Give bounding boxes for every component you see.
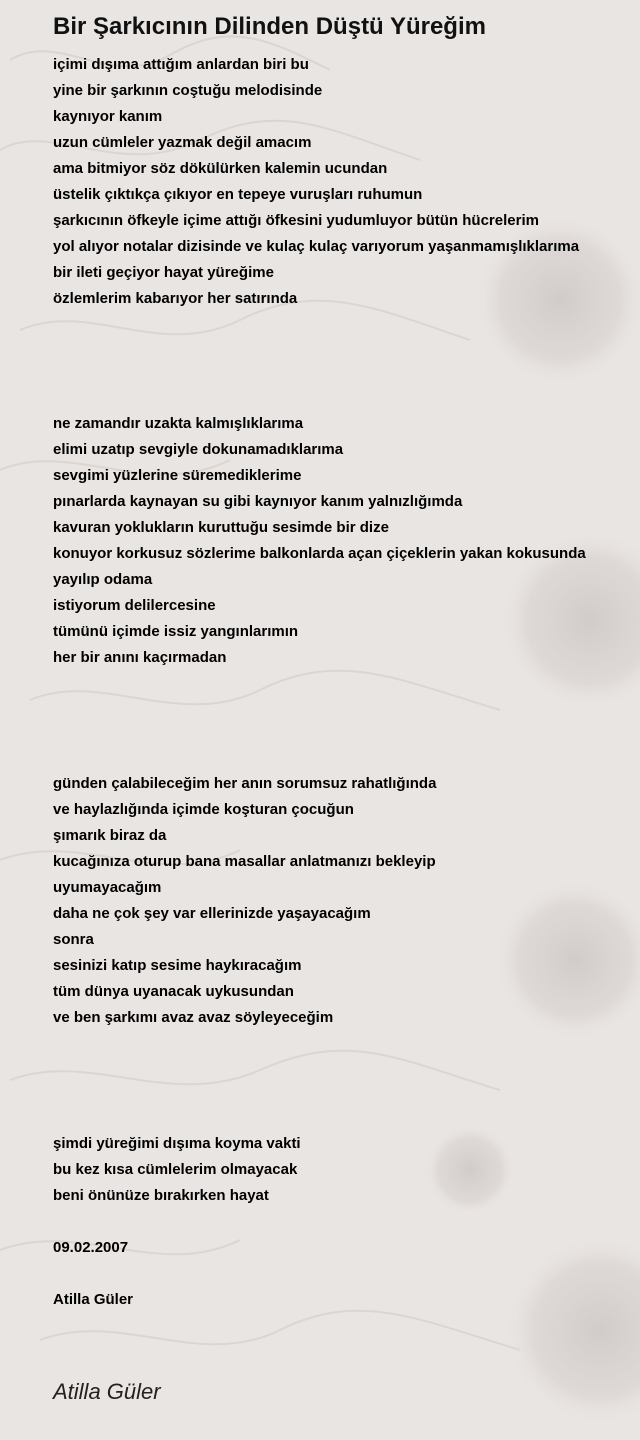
poem-line: içimi dışıma attığım anlardan biri bu (53, 56, 309, 73)
poem-line: bu kez kısa cümlelerim olmayacak (53, 1161, 298, 1178)
poem-line: sesinizi katıp sesime haykıracağım (53, 957, 302, 974)
stanza-3 (53, 771, 436, 1031)
poem-line: daha ne çok şey var ellerinizde yaşayacağım (53, 905, 371, 922)
poem-line: kucağınıza oturup bana masallar anlatmanızı bekleyip (53, 853, 436, 870)
stanza-1 (53, 52, 579, 312)
poem-line: konuyor korkusuz sözlerime balkonlarda açan çiçeklerin yakan kokusunda (53, 545, 586, 562)
poem-line: uzun cümleler yazmak değil amacım (53, 134, 312, 151)
poem-line: istiyorum delilercesine (53, 597, 216, 614)
poem-line: ama bitmiyor söz dökülürken kalemin ucundan (53, 160, 388, 177)
stanza-4 (53, 1131, 301, 1209)
poem-line: tümünü içimde issiz yangınlarımın (53, 623, 299, 640)
poem-line: beni önünüze bırakırken hayat (53, 1187, 269, 1204)
poem-line: şımarık biraz da (53, 827, 167, 844)
poem-line: yine bir şarkının coştuğu melodisinde (53, 82, 323, 99)
poem-line: özlemlerim kabarıyor her satırında (53, 290, 298, 307)
poem-title: Bir Şarkıcının Dilinden Düştü Yüreğim (53, 13, 486, 40)
poem-line: kavuran yoklukların kuruttuğu sesimde bir dize (53, 519, 389, 536)
poem-line: şarkıcının öfkeyle içime attığı öfkesini yudumluyor bütün hücrelerim (53, 212, 539, 229)
poem-line: ve haylazlığında içimde koşturan çocuğun (53, 801, 354, 818)
poem-line: günden çalabileceğim her anın sorumsuz rahatlığında (53, 775, 437, 792)
stanza-2 (53, 411, 586, 671)
poem-line: yol alıyor notalar dizisinde ve kulaç kulaç varıyorum yaşanmamışlıklarıma (53, 238, 580, 255)
poem-line: her bir anını kaçırmadan (53, 649, 227, 666)
poem-line: pınarlarda kaynayan su gibi kaynıyor kanım yalnızlığımda (53, 493, 463, 510)
poem-line: ne zamandır uzakta kalmışlıklarıma (53, 415, 304, 432)
poem-line: sonra (53, 931, 94, 948)
poem-line: şimdi yüreğimi dışıma koyma vakti (53, 1135, 301, 1152)
poem-line: tüm dünya uyanacak uykusundan (53, 983, 294, 1000)
poem-line: kaynıyor kanım (53, 108, 163, 125)
poem-line: ve ben şarkımı avaz avaz söyleyeceğim (53, 1009, 334, 1026)
poem-line: elimi uzatıp sevgiyle dokunamadıklarıma (53, 441, 344, 458)
author-signature: Atilla Güler (53, 1379, 161, 1404)
poem-line: yayılıp odama (53, 571, 153, 588)
poem-author: Atilla Güler (53, 1291, 134, 1308)
poem-line: sevgimi yüzlerine süremediklerime (53, 467, 302, 484)
poem-line: bir ileti geçiyor hayat yüreğime (53, 264, 274, 281)
poem-line: uyumayacağım (53, 879, 162, 896)
poem-date: 09.02.2007 (53, 1239, 129, 1256)
poem-line: üstelik çıktıkça çıkıyor en tepeye vuruşları ruhumun (53, 186, 423, 203)
